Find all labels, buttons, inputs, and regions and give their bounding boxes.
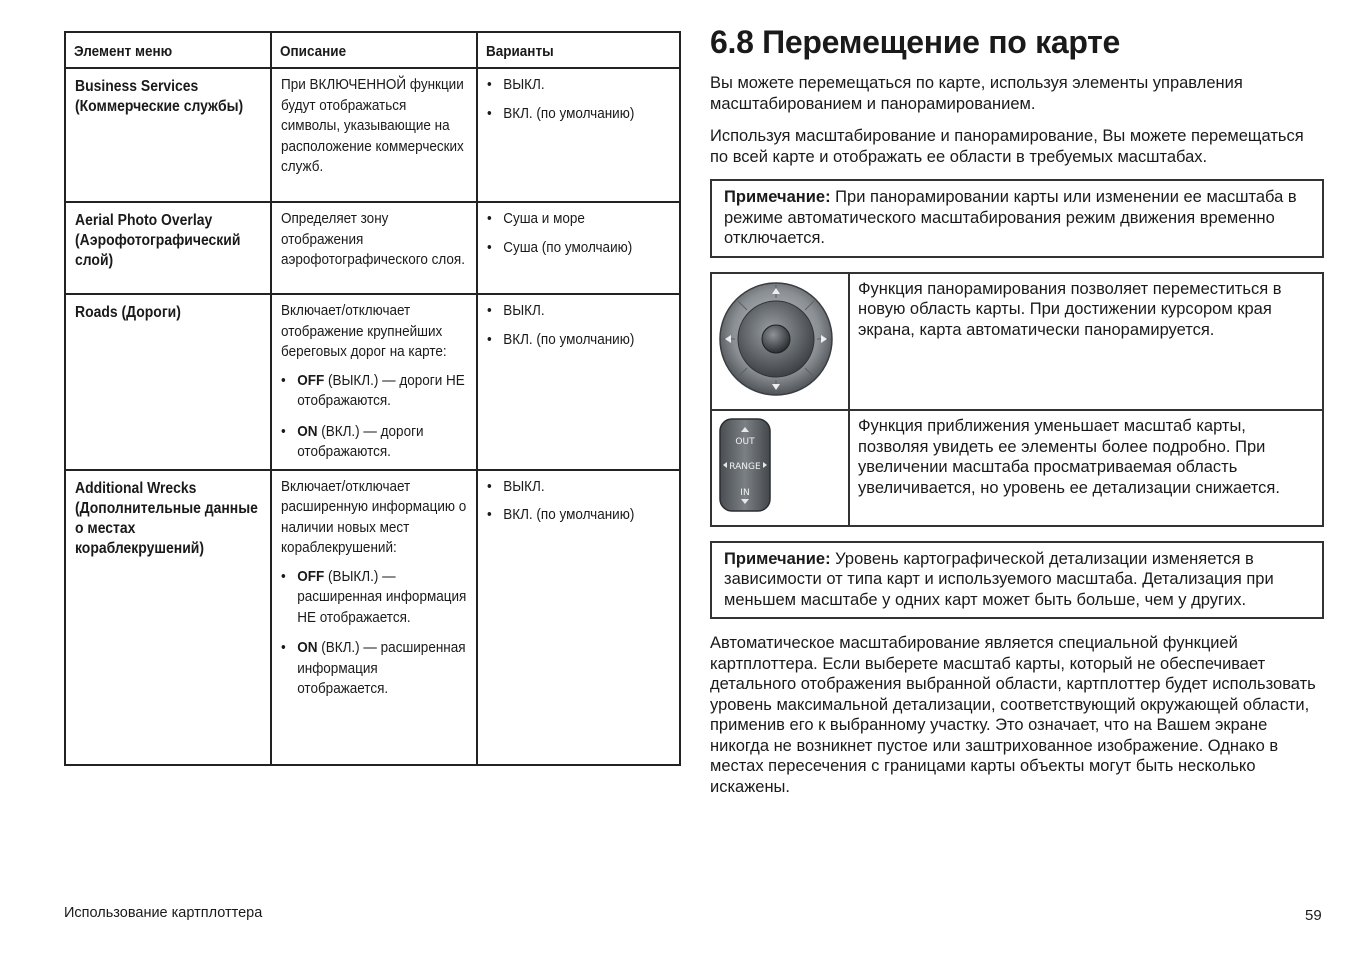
note-text: При панорамировании карты или изменении ее масштаба в режиме автоматического масштабирования режим движения временно отключается. xyxy=(724,188,1297,247)
note-box xyxy=(710,541,1324,620)
options-cell xyxy=(477,202,680,294)
section-title: 6.8 Перемещение по карте xyxy=(710,24,1121,60)
options-cell xyxy=(477,68,680,202)
svg-text:IN: IN xyxy=(740,488,750,498)
options-cell xyxy=(477,294,680,470)
description-cell: При ВКЛЮЧЕННОЙ функции будут отображаться символы, указывающие на расположение коммерческих служб. xyxy=(271,68,477,202)
options-cell xyxy=(477,470,680,765)
sub-item: • OFF (ВЫКЛ.) — расширенная информация НЕ отображается. xyxy=(281,567,467,629)
description-cell: Определяет зону отображения аэрофотографического слоя. xyxy=(271,202,477,294)
menu-item-cell: Additional Wrecks (Дополнительные данные о местах кораблекрушений) xyxy=(65,470,271,765)
header-options: Варианты xyxy=(477,32,660,68)
table-row xyxy=(65,68,680,202)
description-cell: Включает/отключает отображение крупнейших береговых дорог на карте: • OFF (ВЫКЛ.) — дороги НЕ отображаются. • ON (ВКЛ.) — дороги отображаются. xyxy=(271,294,477,470)
map-navigation-section xyxy=(710,24,1324,809)
table-row xyxy=(65,294,680,470)
note-box xyxy=(710,179,1324,258)
sub-item: • ON (ВКЛ.) — расширенная информация отображается. xyxy=(281,638,467,700)
description-cell: Включает/отключает расширенную информацию о наличии новых мест кораблекрушений: • OFF (ВЫКЛ.) — расширенная информация НЕ отображается. • ON (ВКЛ.) — расширенная информация отображается. xyxy=(271,470,477,765)
header-menu-item: Элемент меню xyxy=(65,32,250,68)
menu-item-cell: Business Services (Коммерческие службы) xyxy=(65,68,271,202)
note-label: Примечание: xyxy=(724,188,831,206)
intro-paragraph: Вы можете перемещаться по карте, используя элементы управления масштабированием и панорамированием. xyxy=(710,74,1243,113)
table-header-row xyxy=(65,32,680,68)
menu-table-section xyxy=(64,31,681,766)
option-item: • ВКЛ. (по умолчанию) xyxy=(487,505,670,526)
option-item: • ВКЛ. (по умолчанию) xyxy=(487,330,670,351)
sub-item: • ON (ВКЛ.) — дороги отображаются. xyxy=(281,422,467,463)
footer-chapter: Использование картплоттера xyxy=(64,905,263,921)
zoom-image-cell xyxy=(711,410,849,526)
controls-table xyxy=(710,272,1324,527)
svg-text:RANGE: RANGE xyxy=(729,462,761,472)
option-item: • ВКЛ. (по умолчанию) xyxy=(487,104,670,125)
zoom-row xyxy=(711,410,1323,526)
option-item: • Суша и море xyxy=(487,209,670,230)
joystick-icon xyxy=(712,274,848,404)
auto-zoom-paragraph: Автоматическое масштабирование является специальной функцией картплоттера. Если выберете масштаб карты, который не обеспечивает детального отображения выбранной области, картплоттер будет использовать уровень максимальной детализации, соответствующий окружающей области, применив его к выбранному участку. Это означает, что на Вашем экране никогда не возникнет пустое или заштрихованное изображение. Однако в местах пересечения с границами карты объекты могут быть несколько искажены. xyxy=(710,634,1316,796)
note-label: Примечание: xyxy=(724,549,831,568)
sub-item: • OFF (ВЫКЛ.) — дороги НЕ отображаются. xyxy=(281,371,467,412)
zoom-pan-paragraph: Используя масштабирование и панорамирование, Вы можете перемещаться по всей карте и отображать ее области в требуемых масштабах. xyxy=(710,127,1304,166)
table-row xyxy=(65,202,680,294)
pan-description: Функция панорамирования позволяет переместиться в новую область карты. При достижении курсором края экрана, карта автоматически панорамируется. xyxy=(849,273,1323,411)
pan-image-cell xyxy=(711,273,849,411)
menu-item-cell: Aerial Photo Overlay (Аэрофотографический слой) xyxy=(65,202,271,294)
option-item: • ВЫКЛ. xyxy=(487,75,670,96)
pan-row xyxy=(711,273,1323,411)
table-row xyxy=(65,470,680,765)
option-item: • Суша (по умолчаию) xyxy=(487,238,670,259)
header-description: Описание xyxy=(271,32,456,68)
range-button-icon xyxy=(712,411,848,519)
menu-item-cell: Roads (Дороги) xyxy=(65,294,271,470)
zoom-description: Функция приближения уменьшает масштаб карты, позволяя увидеть ее элементы более подробно. При увеличении масштаба просматриваемая область увеличивается, но уровень ее детализации снижается. xyxy=(849,410,1323,526)
svg-text:OUT: OUT xyxy=(735,437,755,447)
page-number: 59 xyxy=(1305,907,1322,924)
note-text: Уровень картографической детализации изменяется в зависимости от типа карт и используемого масштаба. Детализация при меньшем масштабе у одних карт может быть больше, чем у других. xyxy=(724,549,1274,609)
menu-options-table xyxy=(64,31,681,766)
option-item: • ВЫКЛ. xyxy=(487,301,670,322)
option-item: • ВЫКЛ. xyxy=(487,477,670,498)
